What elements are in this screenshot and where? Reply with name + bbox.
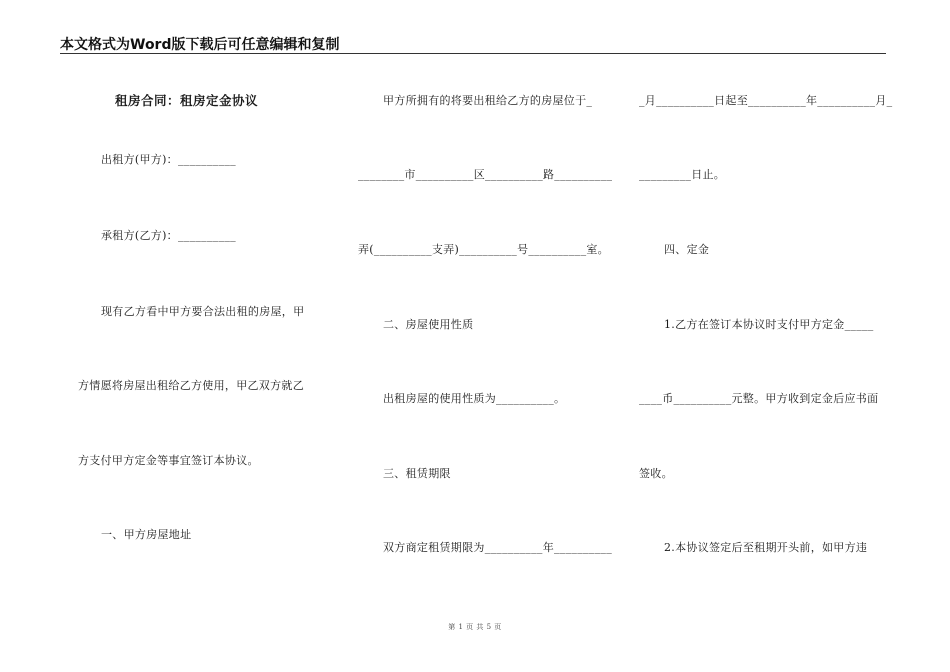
term-line: 双方商定租赁期限为__________年__________ [383, 541, 612, 554]
deposit-item-1-line-2: ____币__________元整。甲方收到定金后应书面 [639, 392, 879, 405]
page-number: 第 1 页 共 5 页 [448, 623, 502, 631]
header-title: 本文格式为Word版下载后可任意编辑和复制 [60, 37, 340, 53]
deposit-item-1-line-1: 1.乙方在签订本协议时支付甲方定金_____ [664, 318, 874, 331]
section-heading-usage: 二、房屋使用性质 [383, 318, 474, 331]
deposit-item-2-line-1: 2.本协议签定后至租期开头前，如甲方违 [664, 541, 868, 554]
date-line-2: _________日止。 [639, 168, 726, 181]
intro-paragraph-line-1: 现有乙方看中甲方要合法出租的房屋，甲 [101, 305, 305, 318]
header-divider [60, 53, 886, 54]
section-heading-address: 一、甲方房屋地址 [101, 528, 192, 541]
section-heading-deposit: 四、定金 [664, 243, 710, 256]
intro-paragraph-line-2: 方情愿将房屋出租给乙方使用，甲乙双方就乙 [78, 379, 304, 392]
address-line-2: ________市__________区__________路__________ [358, 168, 613, 181]
date-line-1: _月__________日起至__________年__________月_ [639, 94, 893, 107]
lessee-line: 承租方(乙方)：__________ [101, 229, 236, 242]
address-line-1: 甲方所拥有的将要出租给乙方的房屋位于_ [383, 94, 593, 107]
lessor-line: 出租方(甲方)：__________ [101, 153, 236, 166]
intro-paragraph-line-3: 方支付甲方定金等事宜签订本协议。 [78, 454, 259, 467]
deposit-item-1-line-3: 签收。 [639, 467, 673, 480]
address-line-3: 弄(__________支弄)__________号__________室。 [358, 243, 609, 256]
document-title: 租房合同：租房定金协议 [115, 93, 259, 108]
section-heading-term: 三、租赁期限 [383, 467, 451, 480]
usage-line: 出租房屋的使用性质为__________。 [383, 392, 566, 405]
